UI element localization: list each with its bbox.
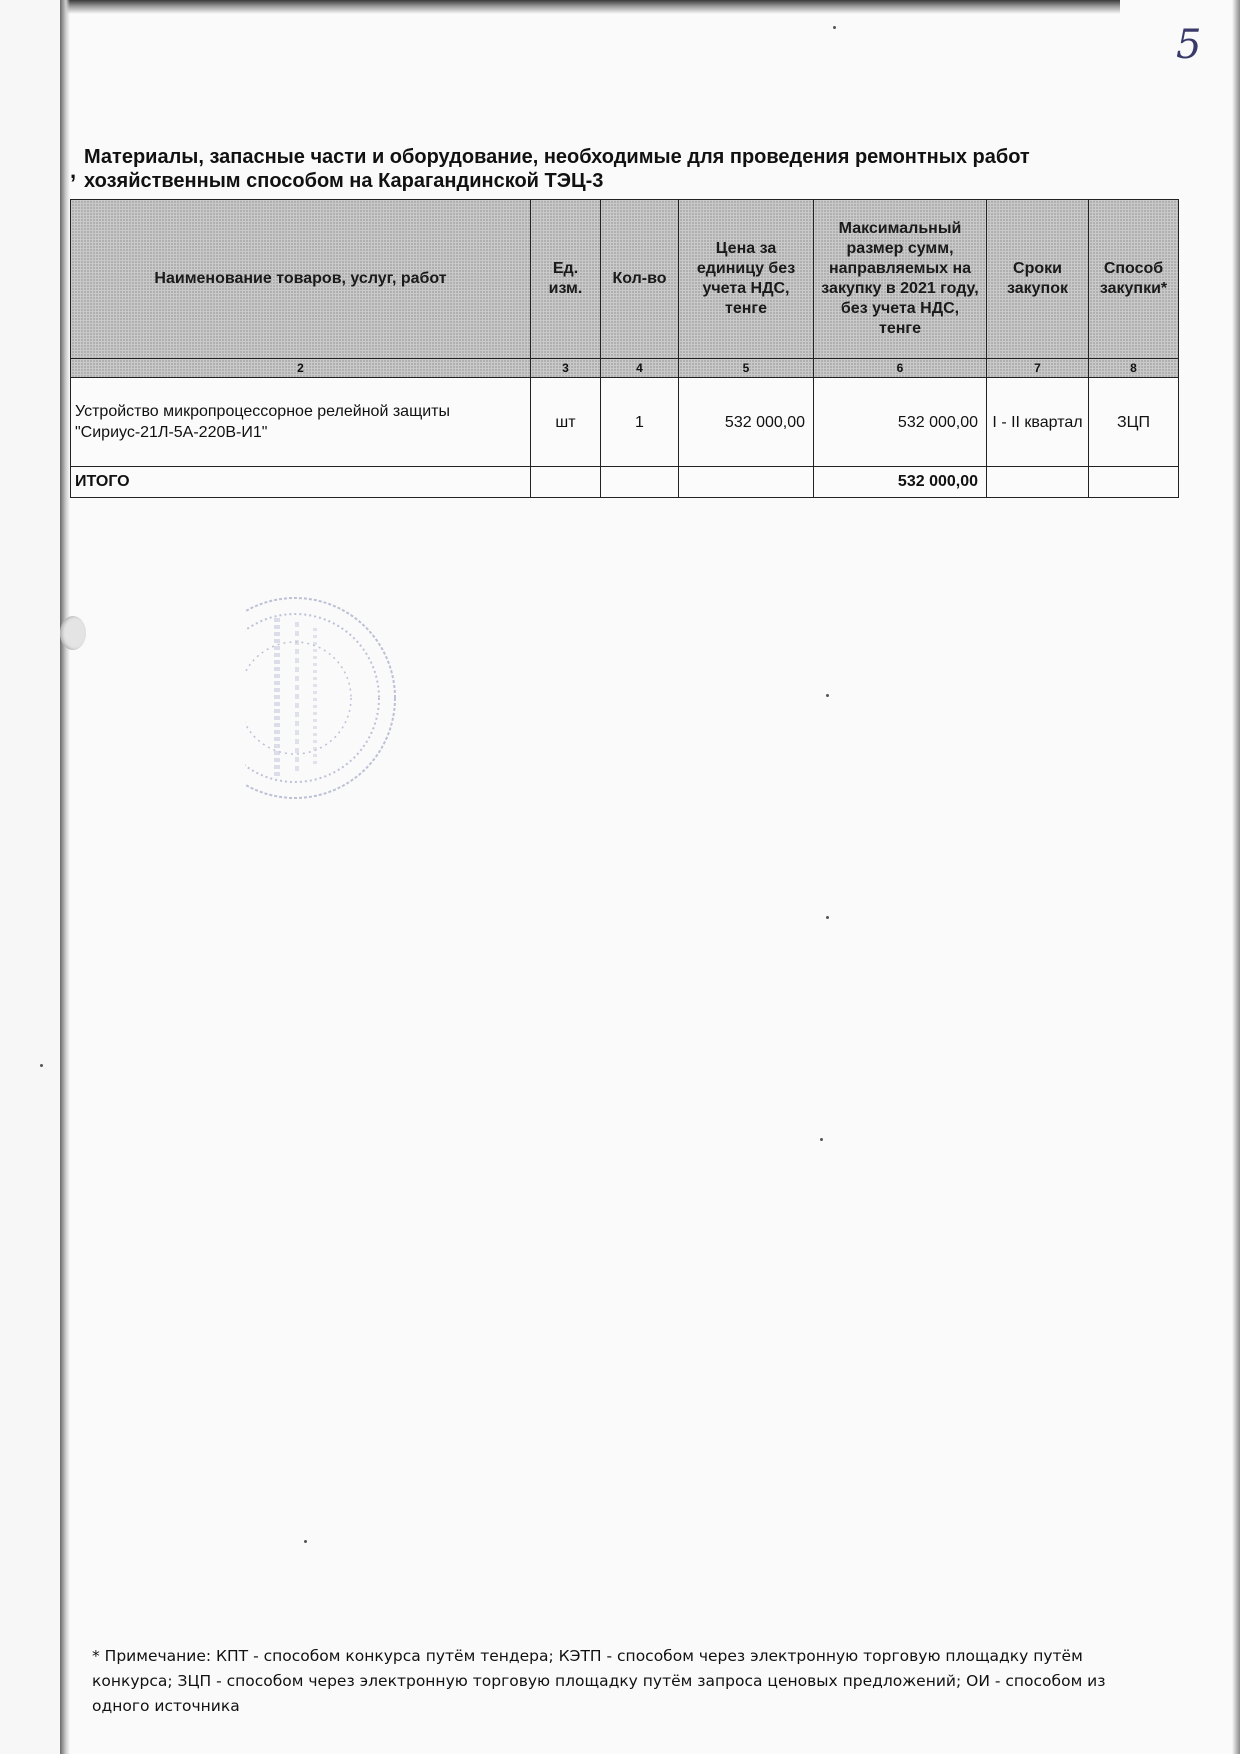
total-row [71,467,1179,498]
scan-speck [304,1540,307,1543]
header-unit: Ед. изм. [531,200,601,359]
scan-top-edge [60,0,1120,14]
column-number: 3 [531,359,601,378]
cell-max-sum: 532 000,00 [814,378,987,467]
cell-method: ЗЦП [1089,378,1179,467]
header-name: Наименование товаров, услуг, работ [71,200,531,359]
cell-unit-price: 532 000,00 [679,378,814,467]
table-row [71,378,1179,467]
header-unit-price: Цена за единицу без учета НДС, тенге [679,200,814,359]
total-empty-cell [1089,467,1179,498]
scan-right-edge [1232,0,1240,1754]
column-number: 4 [601,359,679,378]
header-method: Способ закупки* [1089,200,1179,359]
scan-speck [40,1064,43,1067]
column-number-row [71,359,1179,378]
column-number: 8 [1089,359,1179,378]
handwritten-page-number: 5 [1176,22,1202,68]
column-number: 7 [987,359,1089,378]
column-number: 6 [814,359,987,378]
document-title: Материалы, запасные части и оборудование, необходимые для проведения ремонтных работ хозяйственным способом на Карагандинской ТЭЦ-3 [84,146,1030,192]
footnote: * Примечание: КПТ - способом конкурса путём тендера; КЭТП - способом через электронную торговую площадку путём конкурса; ЗЦП - способом через электронную торговую площадку путём запроса ценовых предложений; ОИ - способом из одного источника [92,1647,1106,1715]
scan-left-edge [60,0,70,1754]
cell-unit: шт [531,378,601,467]
total-max-sum: 532 000,00 [814,467,987,498]
total-empty-cell [987,467,1089,498]
scan-speck [820,1138,823,1141]
header-row [71,200,1179,359]
header-max-sum: Максимальный размер сумм, направляемых на закупку в 2021 году, без учета НДС, тенге [814,200,987,359]
title-mark: , [70,158,77,183]
total-empty-cell [601,467,679,498]
cell-qty: 1 [601,378,679,467]
scan-margin [0,0,60,1754]
scan-speck [826,916,829,919]
header-period: Сроки закупок [987,200,1089,359]
total-empty-cell [679,467,814,498]
total-empty-cell [531,467,601,498]
cell-period: I - II квартал [987,378,1089,467]
column-number: 2 [71,359,531,378]
scan-speck [833,26,836,29]
procurement-table [70,199,1179,498]
column-number: 5 [679,359,814,378]
punch-hole [60,616,86,650]
total-label: ИТОГО [71,467,531,498]
cell-name: Устройство микропроцессорное релейной защиты "Сириус-21Л-5А-220В-И1" [71,378,531,467]
round-seal-stamp [185,578,405,818]
header-qty: Кол-во [601,200,679,359]
scan-speck [826,694,829,697]
